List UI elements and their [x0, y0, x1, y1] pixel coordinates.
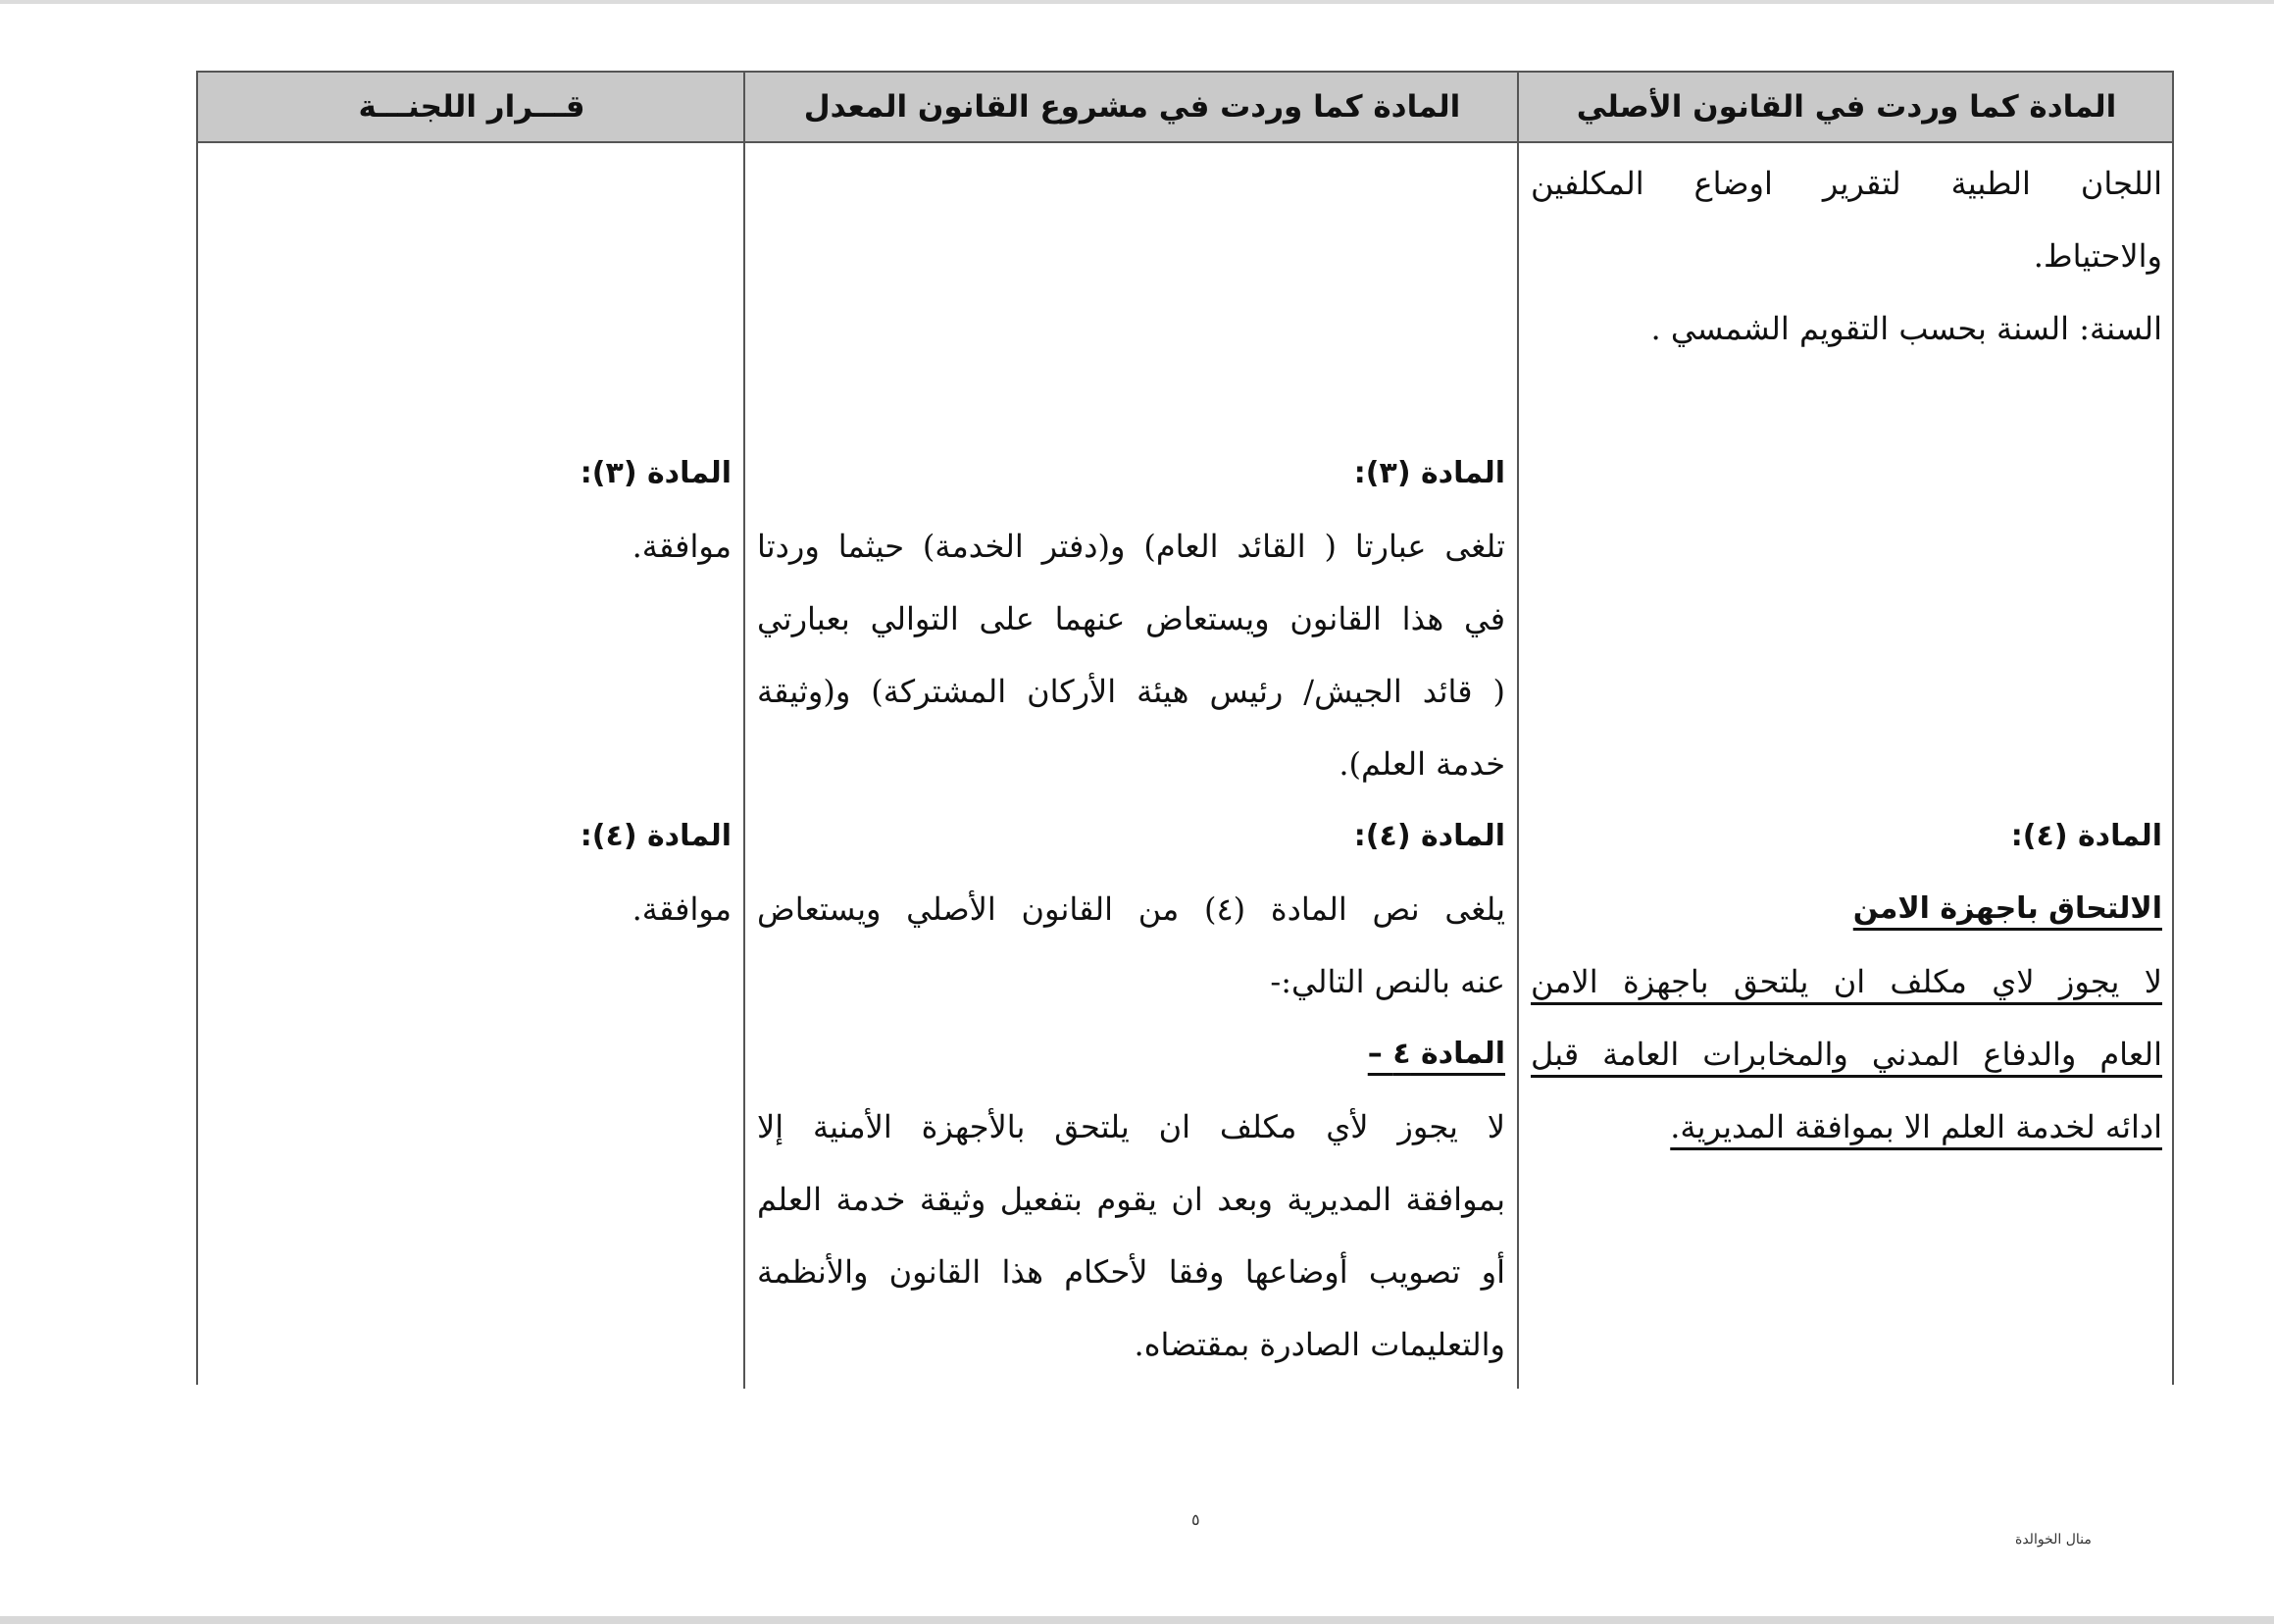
scan-bottom-edge — [0, 1616, 2274, 1624]
original-article-4-title: المادة (٤): — [2010, 819, 2162, 853]
amended-article-4-line: بموافقة المديرية وبعد ان يقوم بتفعيل وثيقة خدمة العلم — [757, 1181, 1505, 1218]
original-article-4-line: لا يجوز لاي مكلف ان يلتحق باجهزة الامن — [1531, 963, 2163, 1000]
amended-article-4-line: يلغى نص المادة (٤) من القانون الأصلي ويستعاض — [757, 890, 1506, 928]
column-committee-decision — [198, 143, 743, 1385]
decision-article-3-text: موافقة. — [632, 528, 732, 565]
typist-signature: منال الخوالدة — [2015, 1532, 2092, 1548]
amended-article-3-line: خدمة العلم). — [1339, 745, 1505, 783]
amended-article-4-subtitle-text: المادة ٤ – — [1367, 1037, 1505, 1071]
original-article-4-heading — [1531, 873, 2162, 945]
amended-article-4-line: لا يجوز لأي مكلف ان يلتحق بالأجهزة الأمنية إلا — [757, 1108, 1505, 1145]
original-article-4-line-last — [1531, 1091, 2162, 1163]
amended-article-4-line: عنه بالنص التالي:- — [1270, 963, 1505, 1000]
header-original-law: المادة كما وردت في القانون الأصلي — [1576, 89, 2117, 125]
amended-article-3-title: المادة (٣): — [1353, 456, 1505, 490]
header-committee-decision: قـــرار اللجنـــة — [358, 89, 585, 125]
original-text-line: والاحتياط. — [2033, 237, 2162, 275]
decision-article-4-title: المادة (٤): — [580, 819, 732, 853]
original-text-line: اللجان الطبية لتقرير اوضاع المكلفين — [1531, 165, 2162, 202]
decision-article-4-text: موافقة. — [632, 890, 732, 928]
amended-article-4-title: المادة (٤): — [1353, 819, 1505, 853]
amended-article-4-subtitle — [757, 1018, 1505, 1091]
original-article-4-heading-text: الالتحاق باجهزة الامن — [1852, 891, 2162, 926]
scan-top-edge — [0, 0, 2274, 4]
original-text-line: السنة: السنة بحسب التقويم الشمسي . — [1650, 310, 2162, 347]
table-header-row — [198, 73, 2172, 143]
page-number: ٥ — [1191, 1510, 1200, 1529]
header-amended-draft: المادة كما وردت في مشروع القانون المعدل — [803, 89, 1461, 125]
column-amended-draft — [745, 143, 1517, 1385]
decision-article-3-title: المادة (٣): — [580, 456, 732, 490]
amended-article-4-line: والتعليمات الصادرة بمقتضاه. — [1134, 1326, 1505, 1363]
amended-article-3-line: ( قائد الجيش/ رئيس هيئة الأركان المشتركة) و(وثيقة — [757, 673, 1506, 710]
comparison-table — [196, 71, 2174, 1385]
amended-article-3-line: تلغى عبارتا ( القائد العام) و(دفتر الخدمة) حيثما وردتا — [757, 528, 1505, 565]
original-article-4-line: العام والدفاع المدني والمخابرات العامة قبل — [1531, 1036, 2162, 1073]
original-article-4-line-text: ادائه لخدمة العلم الا بموافقة المديرية. — [1670, 1108, 2162, 1145]
amended-article-4-line: أو تصويب أوضاعها وفقا لأحكام هذا القانون والأنظمة — [757, 1253, 1505, 1291]
amended-article-3-line: في هذا القانون ويستعاض عنهما على التوالي بعبارتي — [757, 600, 1505, 637]
column-original-law — [1519, 143, 2174, 1385]
